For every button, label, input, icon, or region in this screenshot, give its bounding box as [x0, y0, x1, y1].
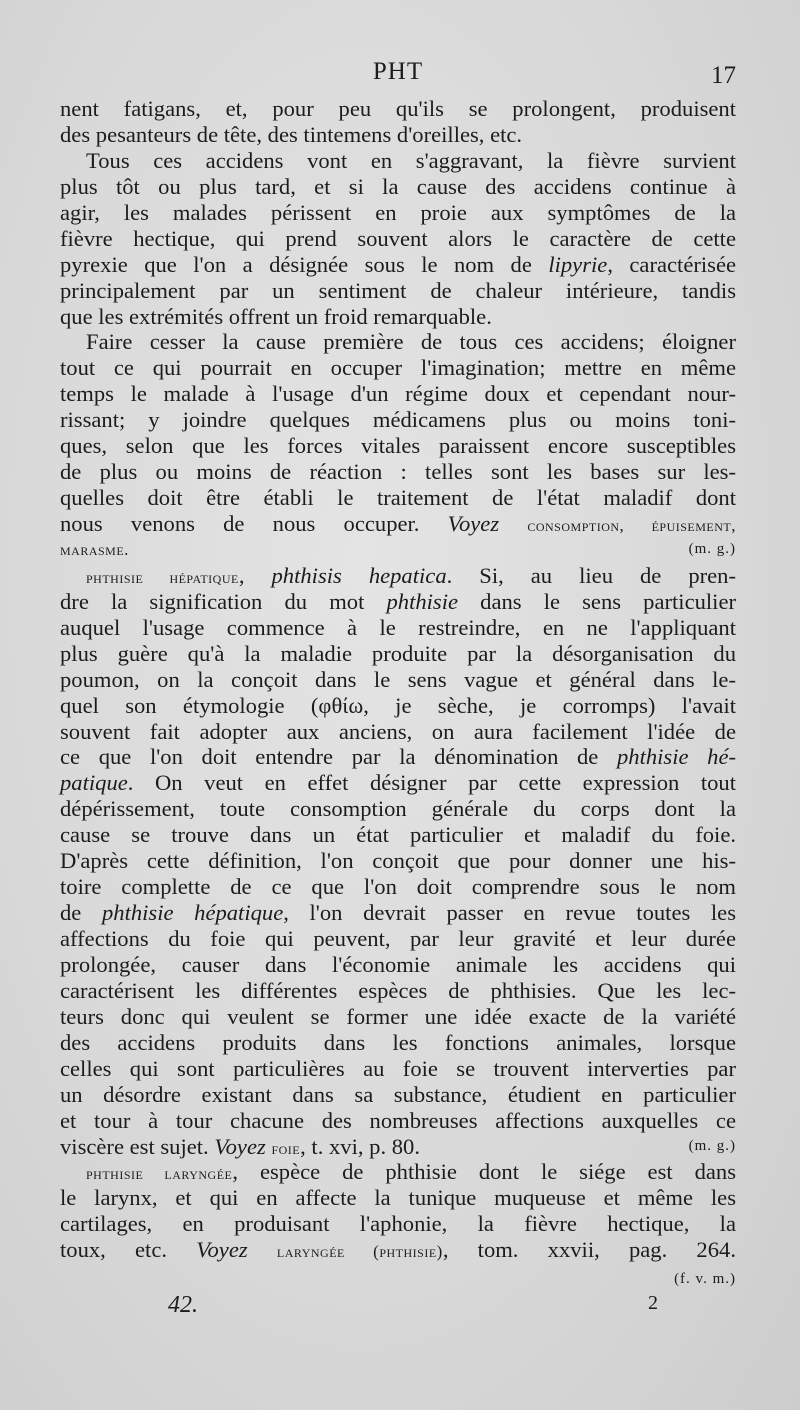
- see-also-label: Voyez: [196, 1237, 248, 1263]
- text-line: nent fatigans, et, pour peu qu'ils se prolongent, produisent: [60, 96, 736, 121]
- text-line: poumon, on la conçoit dans le sens vague et général dans le-: [60, 666, 736, 692]
- running-head: PHT: [372, 58, 424, 85]
- text-line: fièvre hectique, qui prend souvent alors le caractère de cette: [60, 225, 736, 251]
- see-also-label: Voyez: [214, 1133, 266, 1159]
- page-footer: [60, 1292, 736, 1326]
- text-line: temps le malade à l'usage d'un régime doux et cependant nour-: [60, 381, 736, 407]
- text-line: teurs donc qui veulent se former une idée exacte de la variété: [60, 1003, 736, 1029]
- text-line: et tour à tour chacune des nombreuses affections auxquelles ce: [60, 1107, 736, 1133]
- text-line: principalement par un sentiment de chaleur intérieure, tandis: [60, 277, 736, 303]
- text-run: , t. xvi, p. 80.: [300, 1133, 420, 1159]
- text-run: dre la signification du mot: [60, 588, 387, 614]
- text-line: Tous ces accidens vont en s'aggravant, la fièvre survient: [86, 147, 736, 173]
- cross-reference: consomption, épuisement,: [527, 516, 737, 535]
- page-header: [60, 58, 736, 92]
- text-line: D'après cette définition, l'on conçoit que pour donner une his-: [60, 848, 736, 874]
- cross-reference: laryngée (phthisie): [276, 1242, 443, 1262]
- italic-term: phthisie: [386, 588, 459, 614]
- article-text: [60, 96, 736, 1289]
- latin-term: phthisis hepatica: [271, 562, 447, 588]
- italic-term: lipyrie: [548, 251, 608, 277]
- italic-term: phthisie hépatique: [101, 900, 284, 926]
- text-run: , caractérisée: [607, 251, 736, 277]
- text-run: . Si, au lieu de pren-: [446, 562, 736, 588]
- text-run: toux, etc.: [60, 1237, 197, 1263]
- text-line: caractérisent les différentes espèces de phthisies. Que les lec-: [60, 977, 736, 1003]
- text-line: affections du foie qui peuvent, par leur gravité et leur durée: [60, 926, 736, 951]
- entry-heading-line: [60, 1159, 736, 1185]
- signature-number: 2: [648, 1292, 658, 1314]
- text-line: [60, 900, 736, 926]
- text-line: rissant; y joindre quelques médicamens plus ou moins toni-: [60, 407, 736, 433]
- text-line: plus guère qu'à la maladie produite par la désorganisation du: [60, 640, 736, 666]
- text-run: , l'on devrait passer en revue toutes les: [283, 900, 737, 926]
- text-line: Faire cesser la cause première de tous ces accidens; éloigner: [86, 329, 736, 355]
- text-line: [60, 511, 736, 537]
- text-line: auquel l'usage commence à le restreindre, en ne l'appliquant: [60, 614, 736, 640]
- text-run: ce que l'on doit entendre par la dénomination de: [60, 744, 617, 770]
- italic-term: patique: [60, 770, 128, 796]
- author-initials: (m. g.): [688, 540, 736, 557]
- text-line: quelles doit être établi le traitement de l'état maladif dont: [60, 485, 736, 511]
- cross-reference: marasme.: [60, 539, 129, 559]
- text-line: cause se trouve dans un état particulier et maladif du foie.: [60, 822, 736, 848]
- text-run: ,: [238, 562, 272, 588]
- cross-reference: foie: [271, 1138, 301, 1158]
- text-line: [60, 252, 736, 278]
- text-line: le larynx, et qui en affecte la tunique muqueuse et même les: [60, 1185, 736, 1211]
- text-run: pyrexie que l'on a désignée sous le nom de: [60, 251, 549, 277]
- text-line: agir, les malades périssent en proie aux symptômes de la: [60, 199, 736, 225]
- text-line: souvent fait adopter aux anciens, on aura facilement l'idée de: [60, 718, 736, 744]
- text-run: viscère est sujet.: [60, 1133, 215, 1159]
- entry-heading-line: [60, 563, 736, 589]
- text-line: [60, 770, 736, 796]
- text-line: que les extrémités offrent un froid remarquable.: [60, 303, 492, 329]
- text-run: de: [60, 900, 102, 926]
- signature-mark: 42.: [168, 1292, 198, 1318]
- see-also-label: Voyez: [447, 511, 500, 536]
- text-line: de plus ou moins de réaction : telles sont les bases sur les-: [60, 459, 736, 485]
- italic-term: phthisie hé-: [616, 744, 736, 770]
- text-line: quel son étymologie (φθίω, je sèche, je corromps) l'avait: [60, 692, 736, 718]
- text-line: [60, 537, 736, 563]
- text-line: cartilages, en produisant l'aphonie, la fièvre hectique, la: [60, 1211, 736, 1237]
- page-number: 17: [711, 62, 736, 89]
- text-run: dans le sens particulier: [458, 588, 737, 614]
- text-line: [60, 1134, 736, 1160]
- text-run: . On veut en effet désigner par cette expression tout: [127, 770, 736, 796]
- text-line: dépérissement, toute consomption générale du corps dont la: [60, 796, 736, 822]
- text-run: nous venons de nous occuper.: [60, 511, 448, 536]
- text-line: tout ce qui pourrait en occuper l'imagination; mettre en même: [60, 355, 736, 381]
- text-line: celles qui sont particulières au foie se trouvent interverties par: [60, 1055, 736, 1081]
- text-line: [60, 744, 736, 770]
- text-run: , espèce de phthisie dont le siége est dans: [232, 1159, 736, 1185]
- text-line: prolongée, causer dans l'économie animale les accidens qui: [60, 951, 736, 977]
- text-line: plus tôt ou plus tard, et si la cause des accidens continue à: [60, 173, 736, 199]
- text-run: , tom. xxvii, pag. 264.: [442, 1237, 736, 1263]
- author-initials: (m. g.): [688, 1137, 736, 1154]
- text-line: des pesanteurs de tête, des tintemens d'oreilles, etc.: [60, 121, 523, 147]
- text-line: [60, 1237, 736, 1263]
- text-line: un désordre existant dans sa substance, étudient en particulier: [60, 1081, 736, 1107]
- text-line: [60, 1263, 736, 1289]
- text-line: ques, selon que les forces vitales paraissent encore susceptibles: [60, 433, 736, 459]
- text-line: des accidens produits dans les fonctions animales, lorsque: [60, 1029, 736, 1055]
- text-line: [60, 589, 736, 615]
- text-line: toire complette de ce que l'on doit comprendre sous le nom: [60, 874, 736, 900]
- author-initials: (f. v. m.): [674, 1271, 736, 1288]
- entry-headword: phthisie laryngée: [86, 1164, 233, 1184]
- entry-headword: phthisie hépatique: [86, 567, 239, 587]
